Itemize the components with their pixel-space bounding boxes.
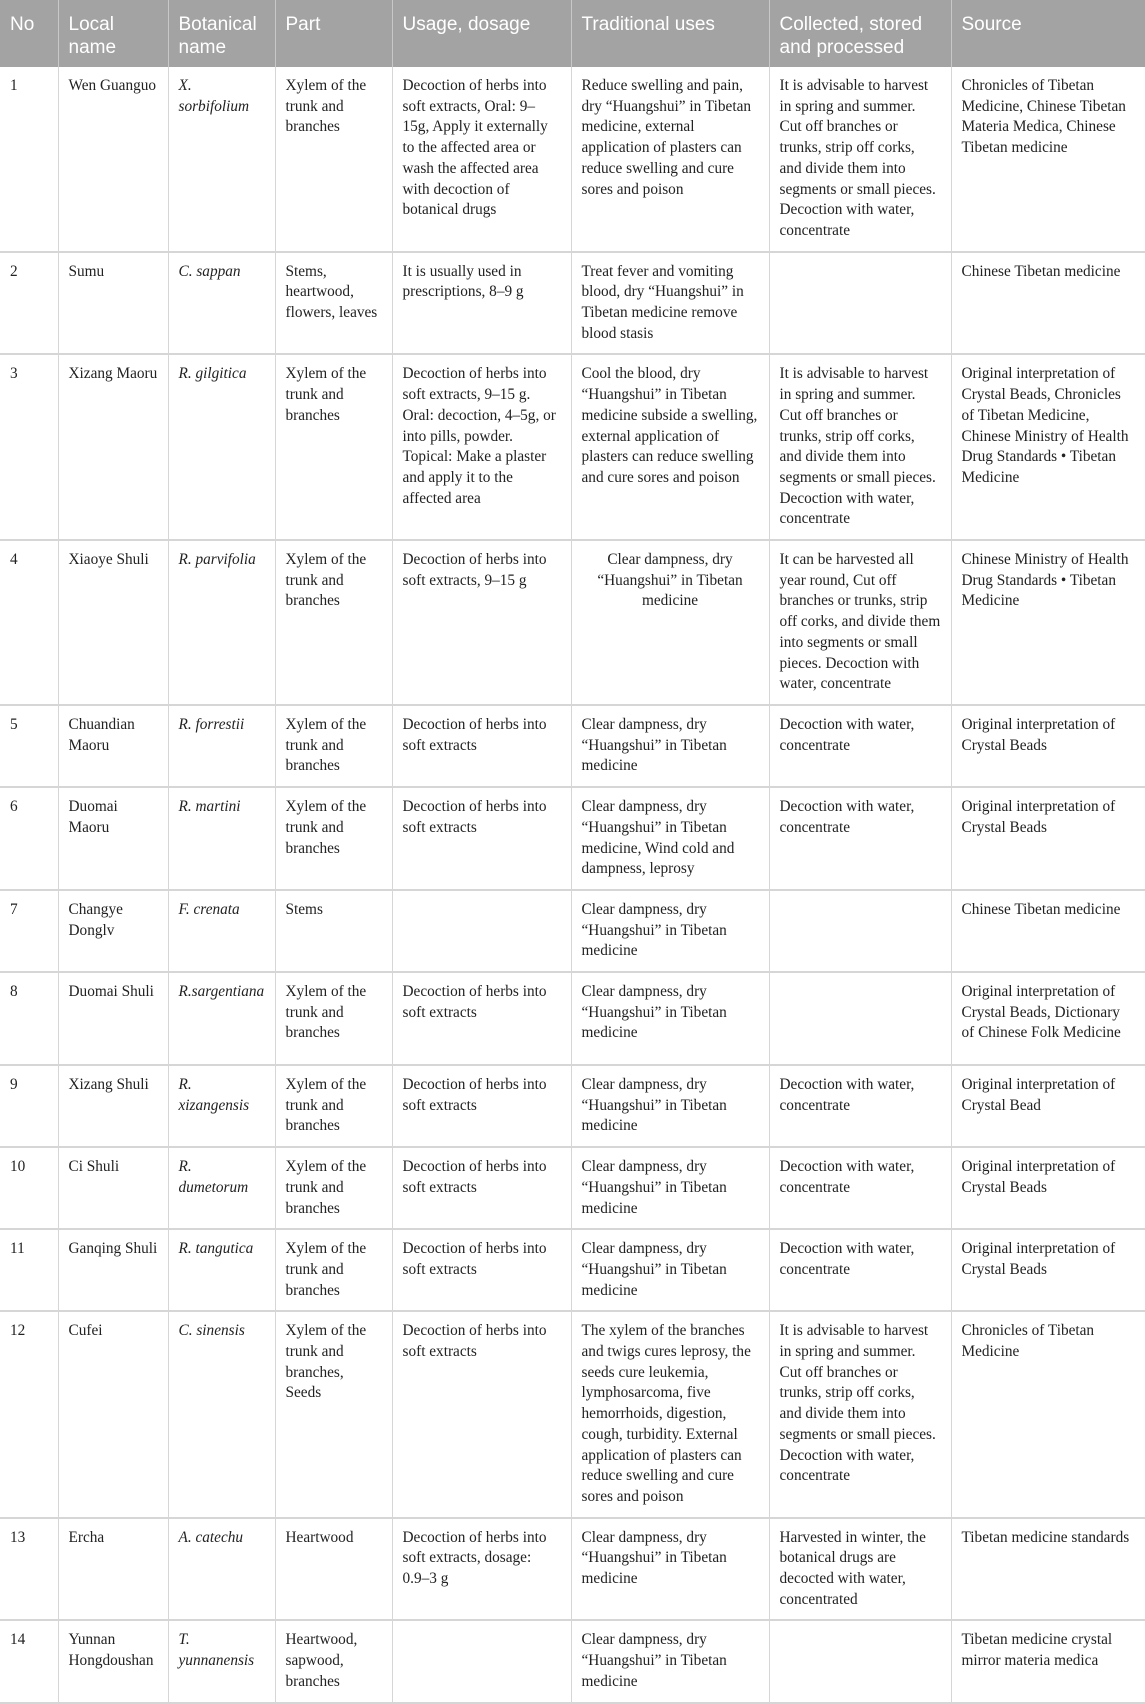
cell-source: Chronicles of Tibetan Medicine, Chinese Tibetan Materia Medica, Chinese Tibetan medicine [951, 67, 1145, 252]
cell-botanical-name: R. forrestii [168, 705, 275, 787]
table-row [0, 1311, 1145, 1517]
cell-botanical-name: R. dumetorum [168, 1147, 275, 1229]
cell-local-name: Cufei [58, 1311, 168, 1517]
col-header-usage: Usage, dosage [392, 0, 571, 67]
col-header-traditional-uses: Traditional uses [571, 0, 769, 67]
table-row [0, 1518, 1145, 1621]
cell-usage: Decoction of herbs into soft extracts [392, 787, 571, 890]
cell-traditional-uses: Clear dampness, dry “Huangshui” in Tibetan medicine [571, 705, 769, 787]
cell-source: Tibetan medicine standards [951, 1518, 1145, 1621]
cell-traditional-uses: Reduce swelling and pain, dry “Huangshui” in Tibetan medicine, external application of plasters can reduce swelling and cure sores and poison [571, 67, 769, 252]
cell-traditional-uses: Cool the blood, dry “Huangshui” in Tibetan medicine subside a swelling, external application of plasters can reduce swelling and cure sores and poison [571, 354, 769, 540]
cell-no: 9 [0, 1065, 58, 1147]
cell-botanical-name: R. gilgitica [168, 354, 275, 540]
col-header-local-name: Local name [58, 0, 168, 67]
cell-source: Original interpretation of Crystal Beads [951, 787, 1145, 890]
cell-collected: It is advisable to harvest in spring and summer. Cut off branches or trunks, strip off corks, and divide them into segments or small pieces. Decoction with water, concentrate [769, 1311, 951, 1517]
cell-source: Chinese Tibetan medicine [951, 890, 1145, 972]
cell-local-name: Duomai Maoru [58, 787, 168, 890]
cell-botanical-name: X. sorbifolium [168, 67, 275, 252]
cell-local-name: Ci Shuli [58, 1147, 168, 1229]
cell-no: 14 [0, 1620, 58, 1702]
cell-part: Xylem of the trunk and branches [275, 1147, 392, 1229]
cell-traditional-uses: Clear dampness, dry “Huangshui” in Tibetan medicine [571, 1620, 769, 1702]
cell-no: 13 [0, 1518, 58, 1621]
cell-source: Original interpretation of Crystal Beads [951, 1229, 1145, 1311]
table-row [0, 1147, 1145, 1229]
cell-traditional-uses: Clear dampness, dry “Huangshui” in Tibetan medicine, Wind cold and dampness, leprosy [571, 787, 769, 890]
cell-collected [769, 972, 951, 1065]
table-body [0, 67, 1145, 1703]
cell-collected [769, 1620, 951, 1702]
cell-part: Stems [275, 890, 392, 972]
cell-source: Original interpretation of Crystal Beads, Dictionary of Chinese Folk Medicine [951, 972, 1145, 1065]
cell-usage: Decoction of herbs into soft extracts, 9–15 g [392, 540, 571, 705]
cell-source: Tibetan medicine crystal mirror materia medica [951, 1620, 1145, 1702]
cell-traditional-uses: Clear dampness, dry “Huangshui” in Tibetan medicine [571, 972, 769, 1065]
cell-traditional-uses: The xylem of the branches and twigs cures leprosy, the seeds cure leukemia, lymphosarcoma, five hemorrhoids, digestion, cough, turbidity. External application of plasters can reduce swelling and cure sores and poison [571, 1311, 769, 1517]
cell-usage: It is usually used in prescriptions, 8–9 g [392, 252, 571, 355]
cell-no: 11 [0, 1229, 58, 1311]
cell-usage: Decoction of herbs into soft extracts [392, 1147, 571, 1229]
cell-collected: It is advisable to harvest in spring and summer. Cut off branches or trunks, strip off corks, and divide them into segments or small pieces. Decoction with water, concentrate [769, 354, 951, 540]
cell-source: Original interpretation of Crystal Beads [951, 705, 1145, 787]
cell-botanical-name: R.sargentiana [168, 972, 275, 1065]
cell-botanical-name: R. tangutica [168, 1229, 275, 1311]
cell-source: Original interpretation of Crystal Bead [951, 1065, 1145, 1147]
col-header-source: Source [951, 0, 1145, 67]
table-row [0, 1229, 1145, 1311]
cell-part: Xylem of the trunk and branches [275, 354, 392, 540]
cell-local-name: Xizang Shuli [58, 1065, 168, 1147]
cell-botanical-name: C. sappan [168, 252, 275, 355]
col-header-no: No [0, 0, 58, 67]
cell-no: 8 [0, 972, 58, 1065]
cell-traditional-uses: Clear dampness, dry “Huangshui” in Tibetan medicine [571, 1229, 769, 1311]
cell-usage: Decoction of herbs into soft extracts, dosage: 0.9–3 g [392, 1518, 571, 1621]
header-row [0, 0, 1145, 67]
cell-local-name: Changye Donglv [58, 890, 168, 972]
cell-source: Chinese Tibetan medicine [951, 252, 1145, 355]
cell-source: Original interpretation of Crystal Beads, Chronicles of Tibetan Medicine, Chinese Ministry of Health Drug Standards • Tibetan Medicine [951, 354, 1145, 540]
cell-part: Xylem of the trunk and branches [275, 787, 392, 890]
table-row [0, 354, 1145, 540]
cell-botanical-name: T. yunnanensis [168, 1620, 275, 1702]
cell-part: Xylem of the trunk and branches [275, 1229, 392, 1311]
cell-collected: Decoction with water, concentrate [769, 1065, 951, 1147]
cell-local-name: Duomai Shuli [58, 972, 168, 1065]
cell-collected: It is advisable to harvest in spring and summer. Cut off branches or trunks, strip off corks, and divide them into segments or small pieces. Decoction with water, concentrate [769, 67, 951, 252]
cell-no: 7 [0, 890, 58, 972]
cell-part: Stems, heartwood, flowers, leaves [275, 252, 392, 355]
cell-part: Xylem of the trunk and branches [275, 705, 392, 787]
col-header-botanical-name: Botanical name [168, 0, 275, 67]
cell-usage [392, 1620, 571, 1702]
table-row [0, 252, 1145, 355]
cell-usage: Decoction of herbs into soft extracts [392, 972, 571, 1065]
cell-no: 6 [0, 787, 58, 890]
cell-botanical-name: F. crenata [168, 890, 275, 972]
cell-local-name: Ganqing Shuli [58, 1229, 168, 1311]
cell-local-name: Wen Guanguo [58, 67, 168, 252]
cell-part: Xylem of the trunk and branches [275, 1065, 392, 1147]
cell-botanical-name: R. parvifolia [168, 540, 275, 705]
table-row [0, 705, 1145, 787]
cell-botanical-name: C. sinensis [168, 1311, 275, 1517]
cell-collected: It can be harvested all year round, Cut off branches or trunks, strip off corks, and divide them into segments or small pieces. Decoction with water, concentrate [769, 540, 951, 705]
cell-usage: Decoction of herbs into soft extracts, 9–15 g. Oral: decoction, 4–5g, or into pills, powder. Topical: Make a plaster and apply it to the affected area [392, 354, 571, 540]
cell-collected [769, 890, 951, 972]
cell-usage: Decoction of herbs into soft extracts [392, 1311, 571, 1517]
cell-local-name: Chuandian Maoru [58, 705, 168, 787]
table-row [0, 787, 1145, 890]
cell-no: 5 [0, 705, 58, 787]
table-row [0, 1620, 1145, 1702]
col-header-part: Part [275, 0, 392, 67]
cell-no: 2 [0, 252, 58, 355]
cell-botanical-name: R. martini [168, 787, 275, 890]
cell-traditional-uses: Clear dampness, dry “Huangshui” in Tibetan medicine [571, 1518, 769, 1621]
cell-botanical-name: R. xizangensis [168, 1065, 275, 1147]
cell-part: Xylem of the trunk and branches [275, 972, 392, 1065]
cell-source: Chinese Ministry of Health Drug Standards • Tibetan Medicine [951, 540, 1145, 705]
cell-traditional-uses: Clear dampness, dry “Huangshui” in Tibetan medicine [571, 1147, 769, 1229]
cell-no: 3 [0, 354, 58, 540]
cell-usage: Decoction of herbs into soft extracts [392, 1065, 571, 1147]
cell-usage: Decoction of herbs into soft extracts [392, 1229, 571, 1311]
table-row [0, 890, 1145, 972]
cell-traditional-uses: Treat fever and vomiting blood, dry “Huangshui” in Tibetan medicine remove blood stasis [571, 252, 769, 355]
cell-traditional-uses: Clear dampness, dry “Huangshui” in Tibetan medicine [571, 890, 769, 972]
cell-collected: Decoction with water, concentrate [769, 787, 951, 890]
cell-collected [769, 252, 951, 355]
cell-usage [392, 890, 571, 972]
cell-source: Chronicles of Tibetan Medicine [951, 1311, 1145, 1517]
cell-source: Original interpretation of Crystal Beads [951, 1147, 1145, 1229]
cell-no: 1 [0, 67, 58, 252]
cell-part: Xylem of the trunk and branches [275, 67, 392, 252]
cell-local-name: Xizang Maoru [58, 354, 168, 540]
cell-botanical-name: A. catechu [168, 1518, 275, 1621]
table-row [0, 972, 1145, 1065]
cell-collected: Decoction with water, concentrate [769, 705, 951, 787]
cell-local-name: Xiaoye Shuli [58, 540, 168, 705]
table-row [0, 1065, 1145, 1147]
cell-collected: Decoction with water, concentrate [769, 1147, 951, 1229]
cell-part: Heartwood, sapwood, branches [275, 1620, 392, 1702]
cell-local-name: Sumu [58, 252, 168, 355]
cell-local-name: Yunnan Hongdoushan [58, 1620, 168, 1702]
cell-local-name: Ercha [58, 1518, 168, 1621]
cell-collected: Harvested in winter, the botanical drugs are decocted with water, concentrated [769, 1518, 951, 1621]
cell-part: Xylem of the trunk and branches [275, 540, 392, 705]
cell-usage: Decoction of herbs into soft extracts [392, 705, 571, 787]
table-row [0, 67, 1145, 252]
table-row [0, 540, 1145, 705]
cell-collected: Decoction with water, concentrate [769, 1229, 951, 1311]
cell-part: Heartwood [275, 1518, 392, 1621]
cell-part: Xylem of the trunk and branches, Seeds [275, 1311, 392, 1517]
cell-traditional-uses: Clear dampness, dry “Huangshui” in Tibetan medicine [571, 540, 769, 705]
cell-no: 12 [0, 1311, 58, 1517]
col-header-collected: Collected, stored and processed [769, 0, 951, 67]
cell-traditional-uses: Clear dampness, dry “Huangshui” in Tibetan medicine [571, 1065, 769, 1147]
cell-no: 4 [0, 540, 58, 705]
cell-usage: Decoction of herbs into soft extracts, Oral: 9–15g, Apply it externally to the affected area or wash the affected area with decoction of botanical drugs [392, 67, 571, 252]
cell-no: 10 [0, 1147, 58, 1229]
